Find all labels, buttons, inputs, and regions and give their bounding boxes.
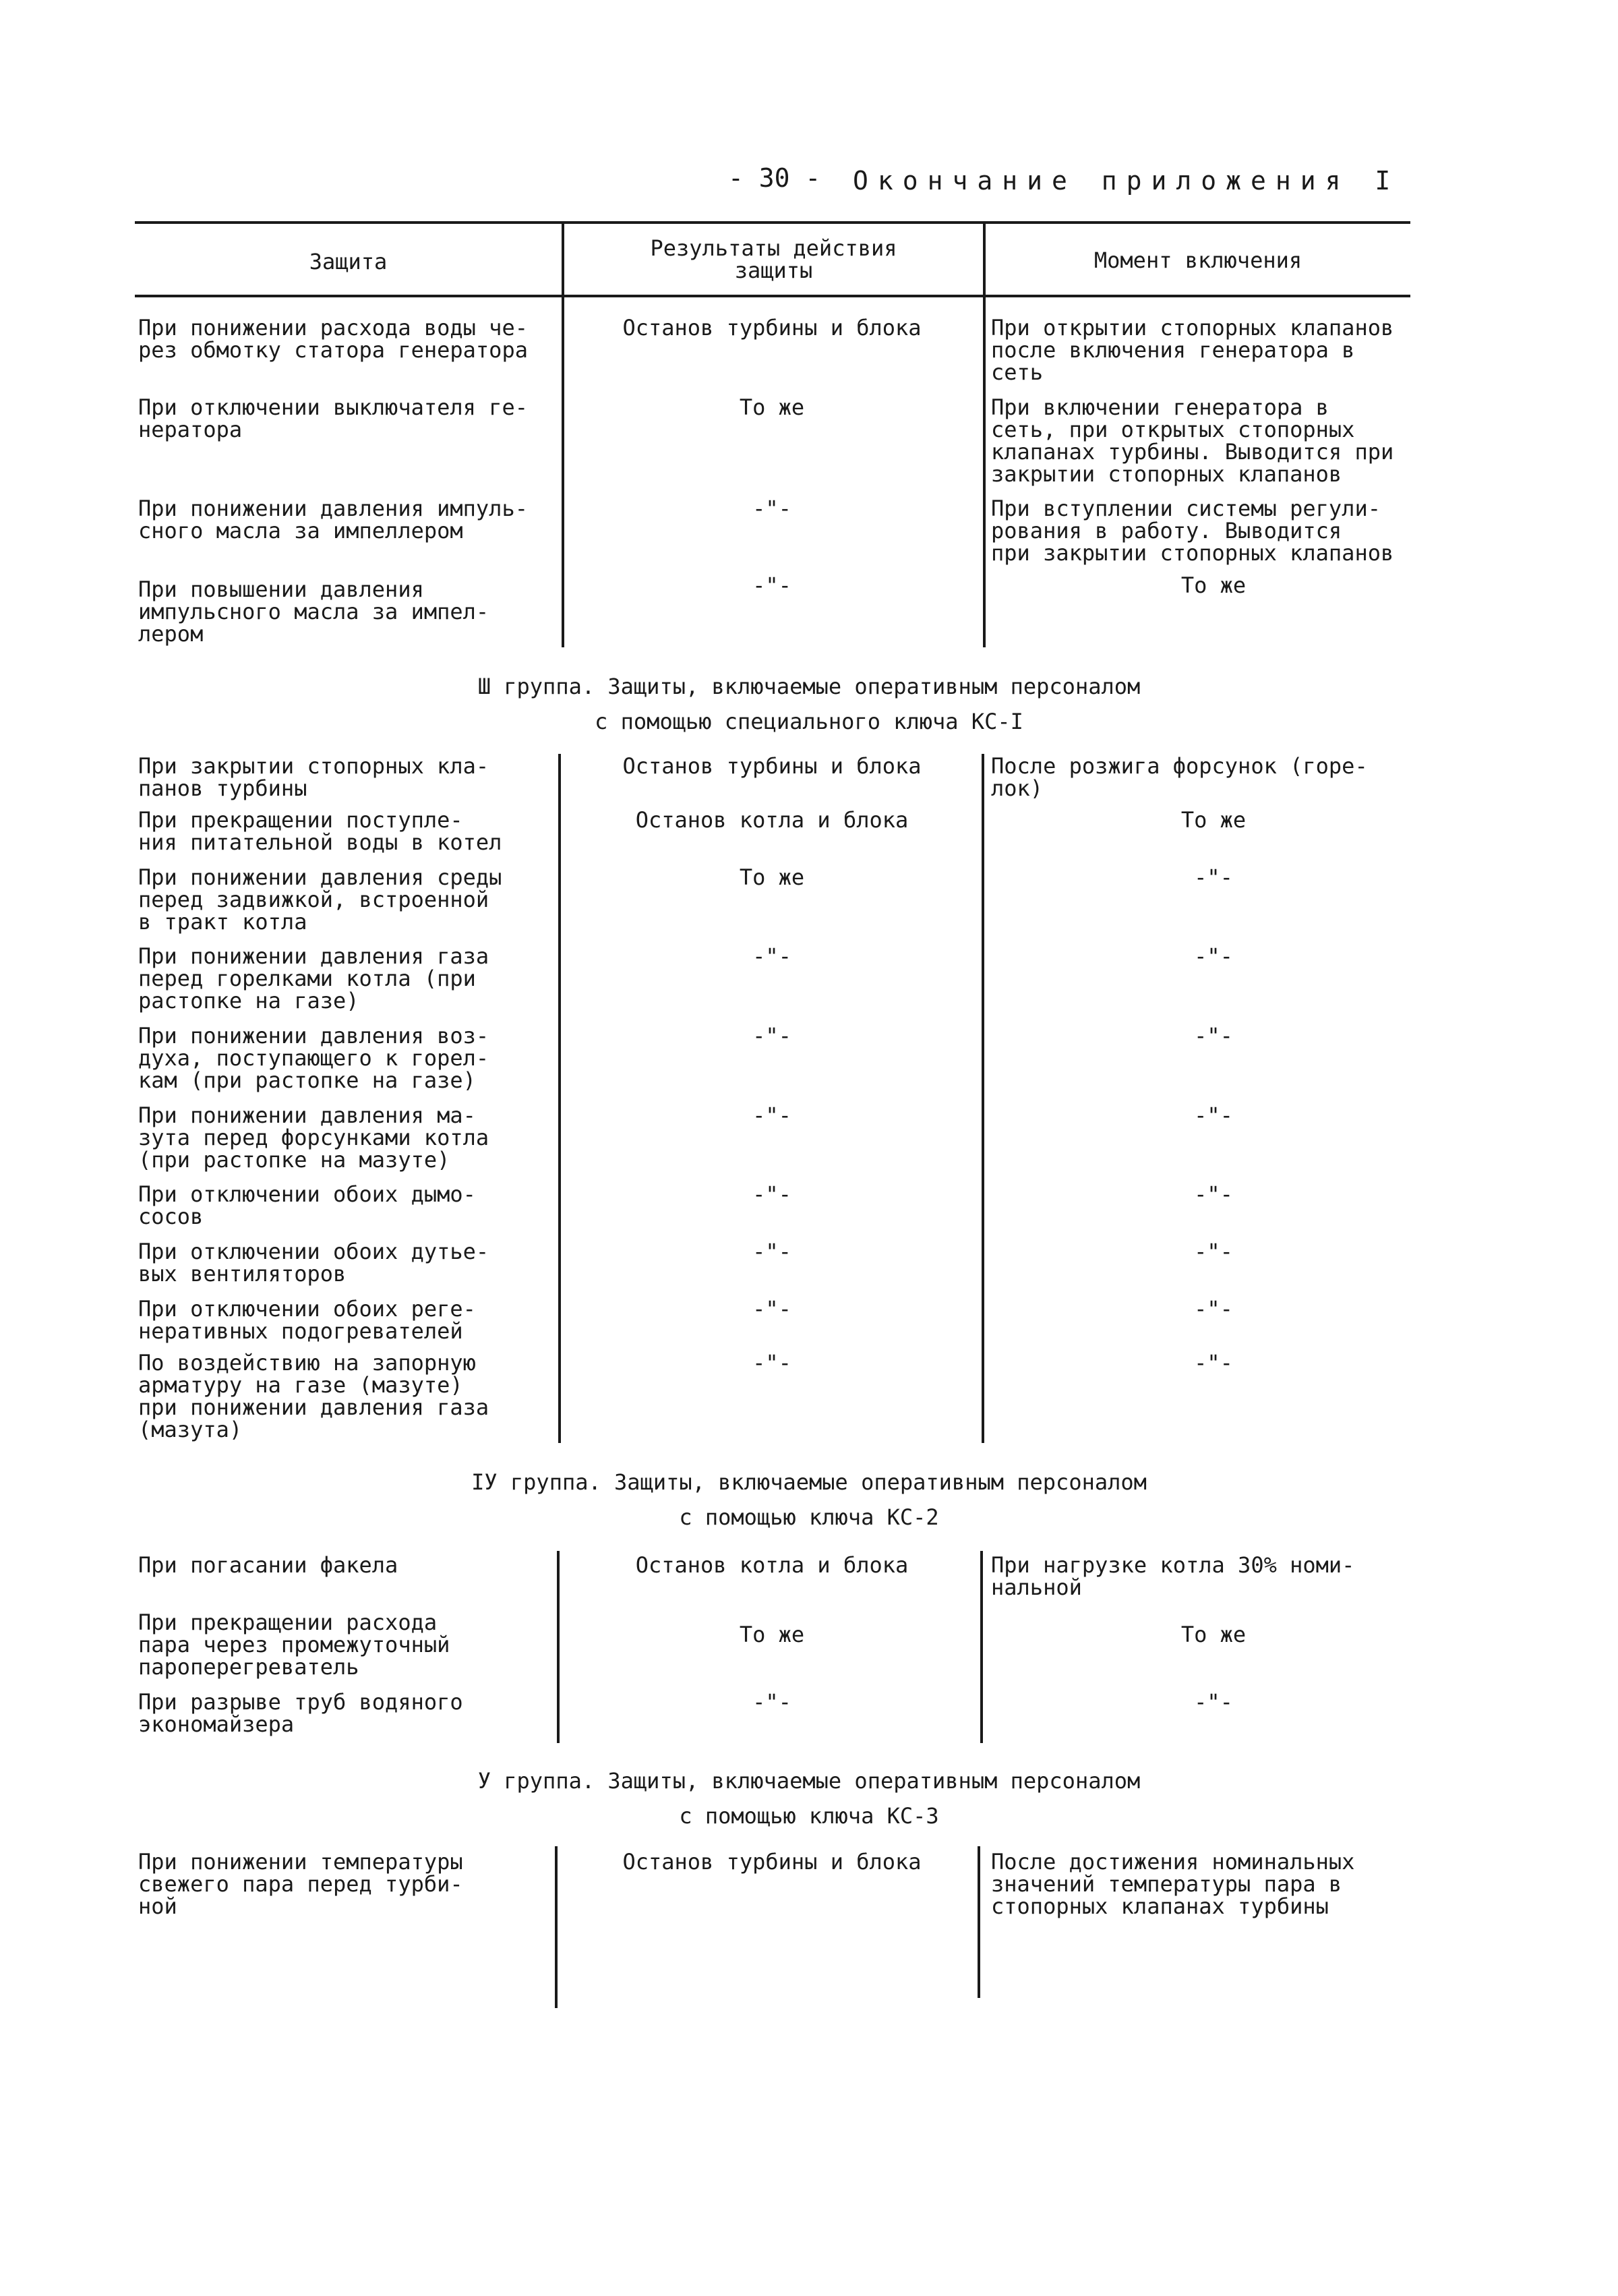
table-row-protection: При разрыве труб водяного экономайзера [138,1689,463,1737]
group-title-4: IУ группа. Защиты, включаемые оперативным персоналом с помощью ключа КС-2 [471,1469,1147,1530]
s3-divider-1 [557,1551,560,1743]
table-row-result: -"- [752,1239,791,1264]
table-row-protection: При понижении давления воз- духа, поступающего к горел- кам (при растопке на газе) [138,1023,489,1093]
table-row-result: -"- [752,1350,791,1376]
table-row-moment: При открытии стопорных клапанов после включения генератора в сеть [991,315,1394,385]
group-title-3: Ш группа. Защиты, включаемые оперативным персоналом с помощью специального ключа КС-I [477,674,1141,734]
table-top-rule [135,221,1410,224]
table-row-protection: При отключении обоих дутье- вых вентиляторов [138,1239,489,1287]
table-row-result: То же [739,864,805,890]
s2-divider-2 [982,754,984,1443]
table-row-moment: -"- [1194,1023,1233,1049]
s1-divider-2 [983,297,986,647]
table-row-result: То же [739,394,805,420]
page-title: Окончание приложения I [853,166,1400,196]
s2-divider-1 [558,754,561,1443]
table-row-protection: При повышении давления импульсного масла за импел- лером [138,577,489,647]
table-row-moment: -"- [1194,1181,1233,1207]
column-header-protection: Защита [309,249,388,274]
table-row-moment: -"- [1194,1239,1233,1264]
table-row-moment: -"- [1194,1102,1233,1128]
table-row-moment: То же [1180,807,1247,833]
column-header-moment: Момент включения [1093,247,1302,273]
table-row-result: То же [739,1622,805,1647]
table-row-protection: При понижении температуры свежего пара перед турби- ной [138,1849,463,1919]
table-row-protection: При понижении давления ма- зута перед форсунками котла (при растопке на мазуте) [138,1102,489,1173]
table-row-result: Останов турбины и блока [622,753,922,779]
table-row-result: -"- [752,572,791,598]
table-row-moment: При вступлении системы регули- рования в работу. Выводится при закрытии стопорных клапанов [991,496,1394,566]
table-row-protection: При отключении выключателя ге- нератора [138,394,528,442]
page-number: - 30 - [728,163,821,193]
s3-divider-2 [980,1551,983,1743]
table-row-result: -"- [752,943,791,969]
table-row-result: -"- [752,1689,791,1715]
table-row-result: Останов котла и блока [635,807,909,833]
table-row-protection: При погасании факела [138,1552,398,1578]
table-row-protection: При закрытии стопорных кла- панов турбины [138,753,489,801]
table-row-protection: При прекращении поступле- ния питательной воды в котел [138,807,502,855]
table-row-result: -"- [752,1296,791,1322]
group-title-5: У группа. Защиты, включаемые оперативным персоналом с помощью ключа КС-3 [477,1768,1141,1829]
table-row-result: -"- [752,496,791,521]
table-row-moment: -"- [1194,1296,1233,1322]
table-row-moment: -"- [1194,1689,1233,1715]
table-row-result: -"- [752,1102,791,1128]
s4-divider-2 [978,1846,980,1998]
table-row-moment: То же [1180,572,1247,598]
table-row-result: Останов турбины и блока [622,315,922,341]
table-row-protection: При отключении обоих реге- неративных подогревателей [138,1296,476,1344]
table-row-protection: При понижении давления газа перед горелками котла (при растопке на газе) [138,943,489,1013]
table-row-moment: -"- [1194,864,1233,890]
table-header-rule [135,295,1410,297]
table-row-result: -"- [752,1023,791,1049]
table-row-result: Останов турбины и блока [622,1849,922,1875]
table-row-moment: После достижения номинальных значений температуры пара в стопорных клапанах турбины [991,1849,1355,1919]
table-row-protection: При понижении расхода воды че- рез обмотку статора генератора [138,315,528,363]
table-row-result: Останов котла и блока [635,1552,909,1578]
table-row-moment: После розжига форсунок (горе- лок) [991,753,1368,801]
table-row-protection: При понижении давления среды перед задвижкой, встроенной в тракт котла [138,864,502,935]
table-row-protection: При понижении давления импуль- сного масла за импеллером [138,496,528,543]
table-row-result: -"- [752,1181,791,1207]
table-row-moment: -"- [1194,943,1233,969]
column-header-result: Результаты действия защиты [650,235,897,283]
table-row-moment: -"- [1194,1350,1233,1376]
table-row-moment: При включении генератора в сеть, при открытых стопорных клапанах турбины. Выводится при закрытии стопорных клапанов [991,394,1394,487]
s1-divider-1 [562,297,564,647]
table-row-protection: При прекращении расхода пара через промежуточный пароперегреватель [138,1610,450,1680]
table-row-protection: По воздействию на запорную арматуру на газе (мазуте) при понижении давления газа (мазута) [138,1350,489,1442]
table-row-moment: То же [1180,1622,1247,1647]
table-row-protection: При отключении обоих дымо- сосов [138,1181,476,1229]
table-row-moment: При нагрузке котла 30% номи- нальной [991,1552,1355,1600]
